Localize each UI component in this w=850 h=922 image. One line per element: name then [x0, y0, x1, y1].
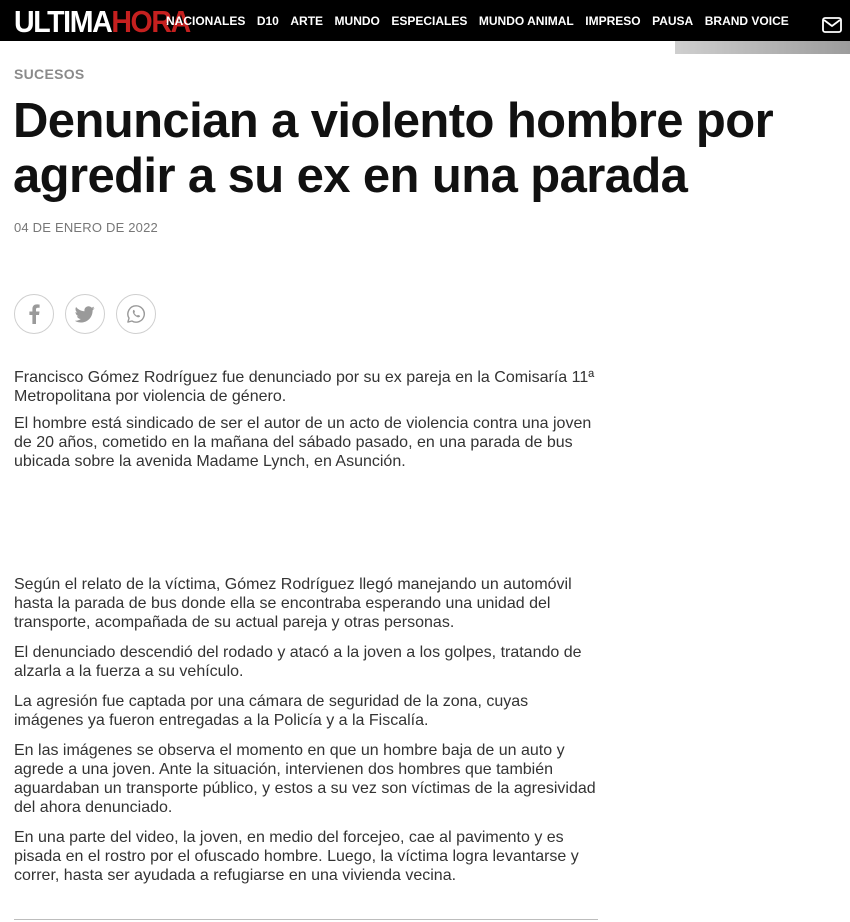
- nav-item-mundo-animal[interactable]: MUNDO ANIMAL: [478, 13, 574, 28]
- nav-item-especiales[interactable]: ESPECIALES: [391, 13, 468, 28]
- site-logo[interactable]: [14, 4, 190, 39]
- article-title: Denuncian a violento hombre por agredir a su ex en una parada: [13, 94, 774, 203]
- nav-item-pausa[interactable]: PAUSA: [652, 13, 694, 28]
- article-paragraph: La agresión fue captada por una cámara de seguridad de la zona, cuyas imágenes ya fueron entregadas a la Policía y a la Fiscalía.: [14, 693, 529, 729]
- logo-text-hora: HORA: [111, 4, 190, 39]
- article-intro-1: [14, 368, 599, 417]
- nav-item-arte[interactable]: ARTE: [290, 13, 324, 28]
- reading-progress-bar: [675, 41, 850, 54]
- article-date: 04 DE ENERO DE 2022: [14, 220, 158, 235]
- article-paragraph: Según el relato de la víctima, Gómez Rodríguez llegó manejando un automóvil hasta la parada de bus donde ella se encontraba esperando una unidad del transporte, acompañada de su actual pareja y otras personas.: [14, 576, 572, 631]
- nav-item-brand-voice[interactable]: BRAND VOICE: [704, 13, 789, 28]
- facebook-icon: [28, 304, 40, 324]
- share-facebook-button[interactable]: [14, 294, 54, 334]
- share-whatsapp-button[interactable]: [116, 294, 156, 334]
- article-paragraph: En las imágenes se observa el momento en que un hombre baja de un auto y agrede a una joven. Ante la situación, intervienen dos hombres que también aguardaban un transporte público, y estos a su vez son víctimas de la agresividad del ahora denunciado.: [14, 742, 596, 816]
- article-paragraph: El hombre está sindicado de ser el autor de un acto de violencia contra una joven de 20 años, cometido en la mañana del sábado pasado, en una parada de bus ubicada sobre la avenida Madame Lynch, en Asunción.: [14, 415, 592, 470]
- article-paragraph: El denunciado descendió del rodado y atacó a la joven a los golpes, tratando de alzarla a la fuerza a su vehículo.: [14, 644, 582, 680]
- nav-item-mundo[interactable]: MUNDO: [334, 13, 380, 28]
- article-body: [14, 575, 599, 896]
- top-navigation-bar: [0, 0, 850, 41]
- article-paragraph: En una parte del video, la joven, en medio del forcejeo, cae al pavimento y es pisada en el rostro por el ofuscado hombre. Luego, la víctima logra levantarse y correr, hasta ser ayudada a refugiarse en una vivienda vecina.: [14, 829, 579, 884]
- article-category[interactable]: SUCESOS: [14, 66, 85, 82]
- nav-item-d10[interactable]: D10: [256, 13, 279, 28]
- twitter-icon: [75, 306, 95, 323]
- nav-item-nacionales[interactable]: NACIONALES: [166, 13, 246, 28]
- envelope-icon: [822, 17, 842, 33]
- logo-text-ultima: ULTIMA: [14, 4, 112, 39]
- article-divider: [14, 919, 598, 920]
- article-intro-2: [14, 414, 599, 482]
- main-nav: [166, 0, 800, 41]
- newsletter-button[interactable]: [822, 17, 842, 33]
- nav-item-impreso[interactable]: IMPRESO: [585, 13, 641, 28]
- whatsapp-icon: [126, 304, 146, 324]
- article-paragraph: Francisco Gómez Rodríguez fue denunciado por su ex pareja en la Comisaría 11ª Metropolitana por violencia de género.: [14, 369, 595, 405]
- share-twitter-button[interactable]: [65, 294, 105, 334]
